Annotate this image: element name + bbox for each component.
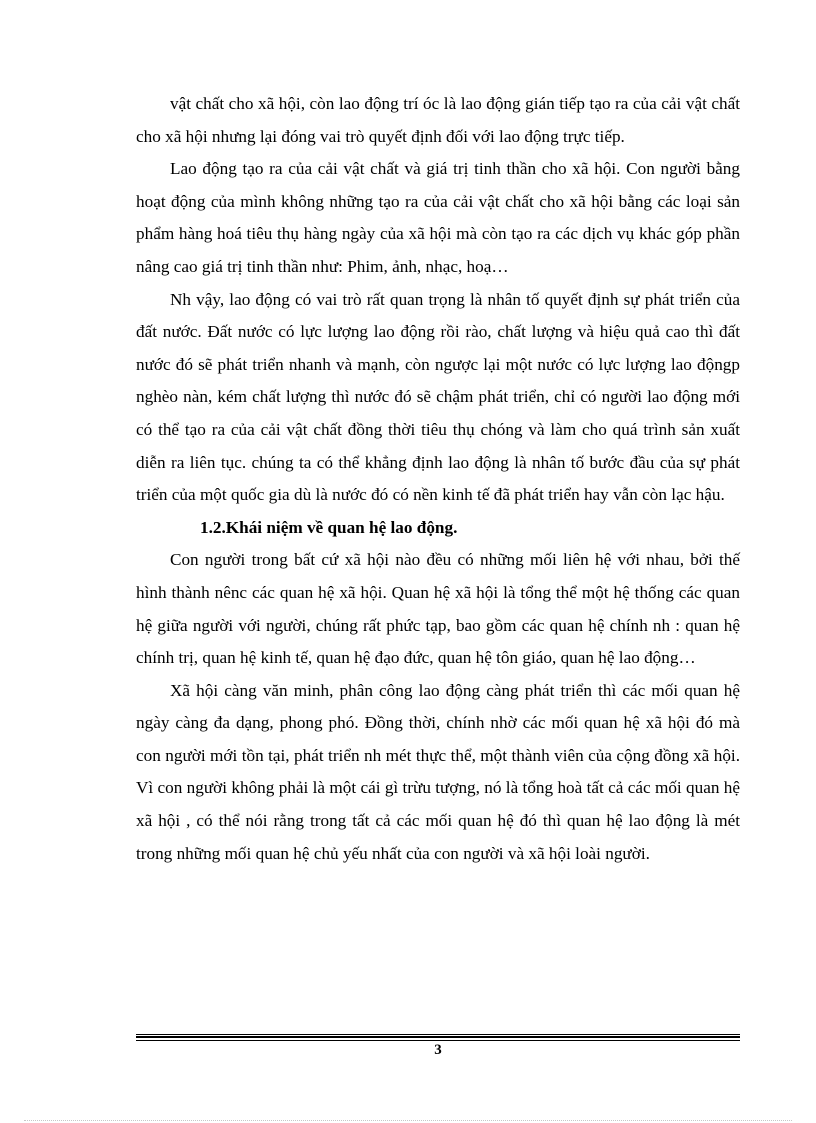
- paragraph-labor-relations: Xã hội càng văn minh, phân công lao động càng phát triển thì các mối quan hệ ngày càng đa dạng, phong phó. Đồng thời, chính nhờ các mối quan hệ xã hội đó mà con người mới tồn tại, phát triển nh mét thực thể, một thành viên của cộng đồng xã hội. Vì con người không phải là một cái gì trừu tượng, nó là tổng hoà tất cả các mối quan hệ xã hội , có thể nói rằng trong tất cả các mối quan hệ đó thì quan hệ lao động là mét trong những mối quan hệ chủ yếu nhất của con người và xã hội loài người.: [136, 680, 740, 863]
- paragraph-social-relations: Con người trong bất cứ xã hội nào đều có những mối liên hệ với nhau, bởi thế hình thành nênc các quan hệ xã hội. Quan hệ xã hội là tổng thể một hệ thống các quan hệ giữa người với người, chúng rất phức tạp, bao gồm các quan hệ chính nh : quan hệ chính trị, quan hệ kinh tế, quan hệ đạo đức, quan hệ tôn giáo, quan hệ lao động…: [136, 550, 740, 668]
- paragraph-continuation: vật chất cho xã hội, còn lao động trí óc là lao động gián tiếp tạo ra của cải vật chất cho xã hội nhưng lại đóng vai trò quyết định đối với lao động trực tiếp.: [136, 94, 740, 146]
- paragraph-labor-role: Nh vậy, lao động có vai trò rất quan trọng là nhân tố quyết định sự phát triển của đất nước. Đất nước có lực lượng lao động rồi rào, chất lượng và hiệu quả cao thì đất nước đó sẽ phát triển nhanh và mạnh, còn ngược lại một nước có lực lượng lao độngp nghèo nàn, kém chất lượng thì nước đó sẽ chậm phát triển, chỉ có người lao động mới có thể tạo ra của cải vật chất đồng thời tiêu thụ chóng và làm cho quá trình sản xuất diễn ra liên tục. chúng ta có thể khẳng định lao động là nhân tố bước đầu của sự phát triển của một quốc gia dù là nước đó có nền kinh tế đã phát triển hay vẫn còn lạc hậu.: [136, 289, 740, 505]
- page-bottom-border: [24, 1120, 792, 1121]
- paragraph-labor-value: Lao động tạo ra của cải vật chất và giá trị tinh thần cho xã hội. Con người bằng hoạt động của mình không những tạo ra của cải vật chất cho xã hội bằng các loại sản phẩm hàng hoá tiêu thụ hàng ngày của xã hội mà còn tạo ra các dịch vụ khác góp phần nâng cao giá trị tinh thần như: Phim, ảnh, nhạc, hoạ…: [136, 159, 740, 276]
- footer-rule-top: [136, 1034, 740, 1035]
- section-heading: 1.2.Khái niệm về quan hệ lao động.: [200, 517, 458, 537]
- footer-rule-middle: [136, 1036, 740, 1038]
- body-text: [136, 88, 740, 870]
- page-number: 3: [434, 1042, 442, 1058]
